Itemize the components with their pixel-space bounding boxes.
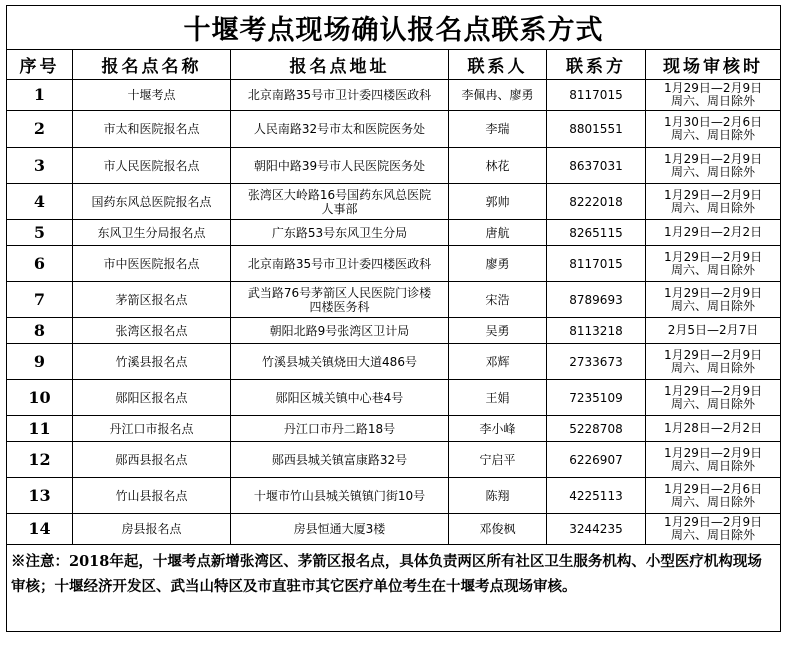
cell-name: 丹江口市报名点 xyxy=(73,416,231,442)
cell-name: 房县报名点 xyxy=(73,514,231,545)
cell-phone: 3244235 xyxy=(547,514,646,545)
cell-phone: 8265115 xyxy=(547,220,646,246)
cell-contact: 林花 xyxy=(449,148,547,184)
cell-contact: 李瑞 xyxy=(449,111,547,148)
cell-contact: 邓俊枫 xyxy=(449,514,547,545)
cell-name: 茅箭区报名点 xyxy=(73,282,231,318)
cell-phone: 8637031 xyxy=(547,148,646,184)
cell-no: 4 xyxy=(7,184,73,220)
cell-address: 丹江口市丹二路18号 xyxy=(231,416,449,442)
table-row xyxy=(7,478,781,514)
cell-no: 11 xyxy=(7,416,73,442)
cell-phone: 4225113 xyxy=(547,478,646,514)
table-row xyxy=(7,344,781,380)
table-row xyxy=(7,111,781,148)
cell-phone: 8801551 xyxy=(547,111,646,148)
table-body xyxy=(7,80,781,545)
cell-contact: 李小峰 xyxy=(449,416,547,442)
header-row xyxy=(7,50,781,80)
cell-phone: 2733673 xyxy=(547,344,646,380)
cell-no: 2 xyxy=(7,111,73,148)
cell-name: 东风卫生分局报名点 xyxy=(73,220,231,246)
cell-no: 6 xyxy=(7,246,73,282)
cell-phone: 8113218 xyxy=(547,318,646,344)
cell-name: 张湾区报名点 xyxy=(73,318,231,344)
cell-contact: 宁启平 xyxy=(449,442,547,478)
cell-contact: 邓辉 xyxy=(449,344,547,380)
cell-address: 广东路53号东风卫生分局 xyxy=(231,220,449,246)
cell-name: 市太和医院报名点 xyxy=(73,111,231,148)
cell-time: 1月29日—2月9日 周六、周日除外 xyxy=(646,184,781,220)
cell-time: 1月29日—2月6日 周六、周日除外 xyxy=(646,478,781,514)
header-address: 报名点地址 xyxy=(231,50,449,80)
cell-address: 张湾区大岭路16号国药东风总医院 人事部 xyxy=(231,184,449,220)
contact-table xyxy=(6,5,781,632)
cell-name: 郧阳区报名点 xyxy=(73,380,231,416)
cell-phone: 8222018 xyxy=(547,184,646,220)
table-row xyxy=(7,416,781,442)
cell-name: 国药东风总医院报名点 xyxy=(73,184,231,220)
cell-contact: 廖勇 xyxy=(449,246,547,282)
cell-address: 北京南路35号市卫计委四楼医政科 xyxy=(231,80,449,111)
table-row xyxy=(7,184,781,220)
table-row xyxy=(7,380,781,416)
table-row xyxy=(7,282,781,318)
cell-address: 朝阳北路9号张湾区卫计局 xyxy=(231,318,449,344)
cell-no: 10 xyxy=(7,380,73,416)
cell-time: 1月29日—2月9日 周六、周日除外 xyxy=(646,246,781,282)
header-name: 报名点名称 xyxy=(73,50,231,80)
table-row xyxy=(7,220,781,246)
cell-name: 十堰考点 xyxy=(73,80,231,111)
cell-time: 1月29日—2月9日 周六、周日除外 xyxy=(646,344,781,380)
cell-time: 1月29日—2月2日 xyxy=(646,220,781,246)
cell-no: 7 xyxy=(7,282,73,318)
cell-no: 1 xyxy=(7,80,73,111)
cell-phone: 8117015 xyxy=(547,80,646,111)
table-row xyxy=(7,514,781,545)
cell-time: 1月29日—2月9日 周六、周日除外 xyxy=(646,282,781,318)
cell-time: 1月29日—2月9日 周六、周日除外 xyxy=(646,514,781,545)
cell-contact: 李佩冉、廖勇 xyxy=(449,80,547,111)
cell-contact: 王娟 xyxy=(449,380,547,416)
cell-name: 市人民医院报名点 xyxy=(73,148,231,184)
cell-no: 5 xyxy=(7,220,73,246)
cell-no: 13 xyxy=(7,478,73,514)
table-row xyxy=(7,80,781,111)
cell-address: 朝阳中路39号市人民医院医务处 xyxy=(231,148,449,184)
cell-phone: 8789693 xyxy=(547,282,646,318)
table-row xyxy=(7,442,781,478)
cell-time: 1月30日—2月6日 周六、周日除外 xyxy=(646,111,781,148)
cell-no: 14 xyxy=(7,514,73,545)
cell-contact: 郭帅 xyxy=(449,184,547,220)
cell-address: 竹溪县城关镇烧田大道486号 xyxy=(231,344,449,380)
header-time: 现场审核时 xyxy=(646,50,781,80)
cell-no: 3 xyxy=(7,148,73,184)
table-title: 十堰考点现场确认报名点联系方式 xyxy=(7,6,781,50)
cell-no: 8 xyxy=(7,318,73,344)
cell-name: 竹山县报名点 xyxy=(73,478,231,514)
header-no: 序号 xyxy=(7,50,73,80)
note-text: ※注意：2018年起，十堰考点新增张湾区、茅箭区报名点，具体负责两区所有社区卫生服务机构、小型医疗机构现场审核；十堰经济开发区、武当山特区及市直驻市其它医疗单位考生在十堰考点现场审核。 xyxy=(7,545,781,632)
cell-phone: 5228708 xyxy=(547,416,646,442)
cell-address: 十堰市竹山县城关镇镇门街10号 xyxy=(231,478,449,514)
cell-address: 房县恒通大厦3楼 xyxy=(231,514,449,545)
cell-phone: 7235109 xyxy=(547,380,646,416)
cell-name: 市中医医院报名点 xyxy=(73,246,231,282)
cell-address: 人民南路32号市太和医院医务处 xyxy=(231,111,449,148)
cell-address: 郧阳区城关镇中心巷4号 xyxy=(231,380,449,416)
cell-contact: 吴勇 xyxy=(449,318,547,344)
cell-phone: 8117015 xyxy=(547,246,646,282)
table-row xyxy=(7,246,781,282)
cell-address: 北京南路35号市卫计委四楼医政科 xyxy=(231,246,449,282)
cell-contact: 唐航 xyxy=(449,220,547,246)
cell-contact: 陈翔 xyxy=(449,478,547,514)
cell-time: 1月29日—2月9日 周六、周日除外 xyxy=(646,442,781,478)
cell-time: 1月29日—2月9日 周六、周日除外 xyxy=(646,80,781,111)
cell-contact: 宋浩 xyxy=(449,282,547,318)
table-row xyxy=(7,148,781,184)
header-contact: 联系人 xyxy=(449,50,547,80)
header-phone: 联系方 xyxy=(547,50,646,80)
cell-time: 2月5日—2月7日 xyxy=(646,318,781,344)
cell-time: 1月29日—2月9日 周六、周日除外 xyxy=(646,380,781,416)
cell-no: 9 xyxy=(7,344,73,380)
cell-name: 竹溪县报名点 xyxy=(73,344,231,380)
cell-no: 12 xyxy=(7,442,73,478)
cell-address: 武当路76号茅箭区人民医院门诊楼 四楼医务科 xyxy=(231,282,449,318)
cell-time: 1月29日—2月9日 周六、周日除外 xyxy=(646,148,781,184)
cell-phone: 6226907 xyxy=(547,442,646,478)
cell-address: 郧西县城关镇富康路32号 xyxy=(231,442,449,478)
table-row xyxy=(7,318,781,344)
cell-name: 郧西县报名点 xyxy=(73,442,231,478)
cell-time: 1月28日—2月2日 xyxy=(646,416,781,442)
